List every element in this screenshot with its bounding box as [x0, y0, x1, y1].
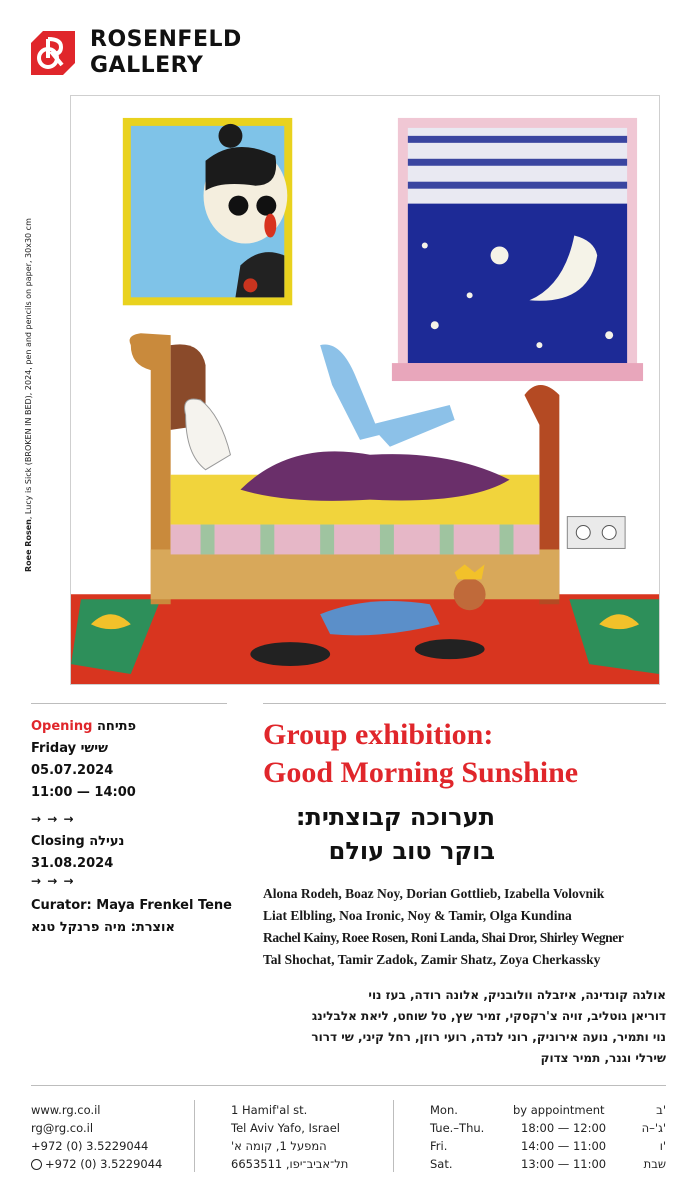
opening-day-en: Friday — [31, 741, 77, 756]
opening-info — [31, 716, 221, 804]
logo-line-1: ROSENFELD — [90, 27, 242, 52]
footer-divider — [31, 1085, 666, 1086]
caption-details: , Lucy is Sick (BROKEN IN BED), 2024, pen and pencils on paper, 30x30 cm — [24, 218, 33, 520]
wall-socket — [567, 517, 625, 549]
hours-day-he: שבת — [643, 1157, 666, 1171]
hours-row — [430, 1119, 666, 1137]
opening-label-en: Opening — [31, 719, 93, 734]
arrows-2: → → → — [31, 874, 75, 888]
artists-list-he — [263, 985, 666, 1069]
hours-day-he: ב' — [656, 1103, 666, 1117]
night-window — [392, 118, 643, 381]
artists-en-line: Liat Elbling, Noa Ironic, Noy & Tamir, Olga Kundina — [263, 908, 572, 923]
email-link[interactable]: rg@rg.co.il — [31, 1121, 94, 1135]
whatsapp-number[interactable] — [31, 1155, 191, 1173]
title-en-line-1: Group exhibition: — [263, 718, 494, 751]
hours-time: 18:00 — 12:00 — [521, 1121, 607, 1135]
arrows-1: → → → — [31, 812, 75, 826]
curator-en: Curator: Maya Frenkel Tene — [31, 898, 232, 913]
opening-hours — [430, 1101, 666, 1173]
divider-top-right — [263, 703, 666, 704]
opening-time: 11:00 — 14:00 — [31, 785, 136, 800]
artists-en-line: Rachel Kainy, Roee Rosen, Roni Landa, Shai Dror, Shirley Wegner — [263, 930, 624, 945]
footer-contact — [31, 1101, 191, 1173]
hours-row — [430, 1155, 666, 1173]
title-he-line-1: תערוכה קבוצתית: — [295, 803, 495, 831]
website-link[interactable]: www.rg.co.il — [31, 1103, 101, 1117]
hours-day: Mon. — [430, 1103, 458, 1117]
gallery-logo-text[interactable] — [90, 27, 242, 79]
closing-label-en: Closing — [31, 834, 85, 849]
artists-he-line: נוי ותמיר, נועה אירוניק, רוני לנדה, רועי רוזן, רחל קיני, שי דרור — [311, 1030, 666, 1044]
artists-en-line: Tal Shochat, Tamir Zadok, Zamir Shatz, Zoya Cherkassky — [263, 952, 601, 967]
phone-number[interactable]: +972 (0) 3.5229044 — [31, 1139, 149, 1153]
divider-top-left — [31, 703, 227, 704]
curator-he: אוצרת: מיה פרנקל טנא — [31, 920, 175, 935]
hours-day: Tue.–Thu. — [430, 1121, 485, 1135]
address-line-1: 1 Hamif'al st. — [231, 1103, 308, 1117]
address-line-4: תל־אביב־יפו, 6653511 — [231, 1157, 349, 1171]
closing-date: 31.08.2024 — [31, 856, 114, 871]
logo-line-2: GALLERY — [90, 53, 204, 78]
caption-artist: Roee Rosen — [24, 519, 33, 572]
artists-he-line: אולגה קונדינה, איזבלה וולובניק, אלונה רודה, בעז נוי — [368, 988, 666, 1002]
whatsapp-text: +972 (0) 3.5229044 — [45, 1157, 163, 1171]
opening-date: 05.07.2024 — [31, 763, 114, 778]
hours-day-he: ג'–ה' — [641, 1121, 666, 1135]
hours-day-he: ו' — [659, 1139, 666, 1153]
artwork-caption — [22, 212, 36, 572]
opening-label — [31, 716, 221, 738]
opening-label-he: פתיחה — [96, 719, 137, 734]
hours-time: 13:00 — 11:00 — [521, 1157, 607, 1171]
title-he-line-2: בוקר טוב עולם — [328, 837, 495, 865]
artwork-illustration — [70, 95, 660, 685]
opening-day-he: שישי — [80, 741, 108, 756]
title-en-line-2: Good Morning Sunshine — [263, 756, 579, 789]
address-line-3: המפעל 1, קומה א' — [231, 1139, 327, 1153]
curator-info — [31, 895, 232, 939]
address-line-2: Tel Aviv Yafo, Israel — [231, 1121, 340, 1135]
exhibition-title-he — [263, 800, 495, 868]
artists-he-line: דוריאן גוטליב, זויה צ'רקסקי, זמיר שץ, טל שוחט, ליאת אלבלינג — [311, 1009, 666, 1023]
footer-address — [231, 1101, 391, 1173]
footer-vdivider-1 — [194, 1100, 195, 1172]
hours-time: by appointment — [513, 1103, 605, 1117]
exhibition-title-en — [263, 716, 663, 792]
artists-he-line: שירלי וגנר, תמיר צדוק — [540, 1051, 666, 1065]
portrait-frame — [123, 118, 292, 305]
footer-vdivider-2 — [393, 1100, 394, 1172]
artists-list-en — [263, 883, 673, 971]
hours-row — [430, 1137, 666, 1155]
rg-logo-icon[interactable] — [31, 31, 75, 75]
opening-day — [31, 738, 221, 760]
hours-time: 14:00 — 11:00 — [521, 1139, 607, 1153]
hours-day: Sat. — [430, 1157, 453, 1171]
whatsapp-icon — [31, 1159, 42, 1170]
hours-day: Fri. — [430, 1139, 448, 1153]
closing-info — [31, 831, 124, 875]
artists-en-line: Alona Rodeh, Boaz Noy, Dorian Gottlieb, Izabella Volovnik — [263, 886, 605, 901]
closing-label-he: נעילה — [89, 834, 125, 849]
hours-row — [430, 1101, 666, 1119]
